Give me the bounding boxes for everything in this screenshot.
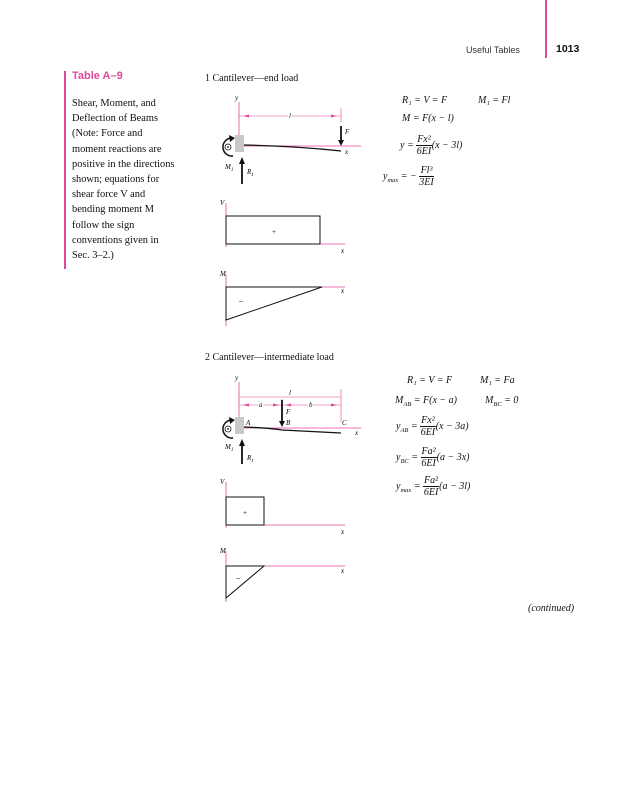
shear-axis-label: V bbox=[220, 478, 225, 486]
case2-shear-diagram bbox=[220, 478, 345, 536]
force-arrow-F bbox=[338, 140, 344, 146]
case2-beam-diagram bbox=[223, 374, 361, 464]
eq-moment-reaction: M₁ = Fa bbox=[480, 375, 515, 386]
case2-moment-diagram bbox=[219, 547, 345, 602]
eq-reaction: R₁ = V = F bbox=[402, 95, 448, 106]
caption-line: follow the sign bbox=[72, 219, 135, 231]
shear-x-label: x bbox=[341, 528, 345, 536]
case1-diagrams bbox=[195, 88, 375, 328]
header-divider bbox=[545, 0, 547, 58]
eq-deflection-BC: $y_{BC}$ = $\frac{\text{Fa²}}{6EI}$ (a − 3x) bbox=[396, 446, 470, 469]
moment-sign-minus: – bbox=[239, 296, 243, 305]
length-label-b: b bbox=[309, 401, 313, 409]
caption-line: bending moment M bbox=[72, 204, 154, 216]
case1-title: 1 Cantilever—end load bbox=[205, 73, 299, 84]
table-title: Table A–9 bbox=[72, 70, 123, 82]
caption-line: conventions given in bbox=[72, 234, 159, 246]
caption-accent-bar bbox=[64, 71, 66, 269]
moment-axis-label: M bbox=[220, 547, 226, 555]
axis-label-x: x bbox=[355, 429, 359, 437]
eq-max-deflection: $y_{max}$ = $\frac{\text{Fa²}}{6EI}$ (a − 3l) bbox=[396, 475, 471, 498]
continued-note: (continued) bbox=[528, 603, 575, 614]
eq-deflection: y = $\frac{\text{Fx²}}{6EI}$ (x − 3l) bbox=[400, 134, 463, 157]
reaction-label-R1: R bbox=[247, 168, 252, 176]
axis-label-y: y bbox=[235, 94, 239, 102]
reaction-label-R1: R bbox=[247, 454, 252, 462]
svg-text:M1: $M_1$ bbox=[225, 443, 234, 453]
caption-line: positive in the directions bbox=[72, 158, 175, 170]
case1-beam-diagram bbox=[223, 94, 361, 184]
page-number: 1013 bbox=[556, 43, 580, 55]
point-label-B: B bbox=[286, 419, 291, 427]
eq-moment: M = F(x − l) bbox=[402, 113, 454, 124]
caption-line: shear force V and bbox=[72, 189, 146, 201]
eq-moment-AB: $M_{AB} = F(x - a)$ bbox=[395, 395, 457, 408]
shear-axis-label: V bbox=[220, 199, 225, 207]
force-label-F: F bbox=[286, 408, 291, 416]
moment-triangle bbox=[226, 566, 264, 598]
fixed-support bbox=[235, 417, 244, 434]
axis-label-x: x bbox=[345, 148, 349, 156]
moment-x-label: x bbox=[341, 567, 345, 575]
running-header: Useful Tables bbox=[466, 45, 520, 55]
length-label-l: l bbox=[289, 112, 291, 120]
force-arrow-F bbox=[279, 421, 285, 427]
shear-sign-plus: + bbox=[272, 228, 276, 236]
table-caption bbox=[72, 96, 200, 263]
shear-sign-plus: + bbox=[243, 509, 247, 517]
eq-deflection-AB: $y_{AB}$ = $\frac{\text{Fx²}}{6EI}$ (x − 3a) bbox=[396, 415, 469, 438]
eq-max-deflection: $y_{max}$ = − $\frac{\text{Fl³}}{3EI}$ bbox=[383, 165, 434, 188]
eq-moment-reaction: M₁ = Fl bbox=[478, 95, 511, 106]
moment-axis-label: M bbox=[220, 270, 226, 278]
caption-line: Shear, Moment, and bbox=[72, 98, 156, 109]
caption-line: shown; equations for bbox=[72, 174, 160, 186]
force-label-F: F bbox=[345, 128, 350, 136]
caption-line: moment reactions are bbox=[72, 143, 162, 155]
length-label-l: l bbox=[289, 389, 291, 397]
case2-title: 2 Cantilever—intermediate load bbox=[205, 352, 334, 363]
caption-line: Deflection of Beams bbox=[72, 113, 158, 125]
moment-sign-minus: – bbox=[236, 573, 240, 582]
moment-x-label: x bbox=[341, 287, 345, 295]
point-label-A: A bbox=[246, 419, 251, 427]
reaction-arrow-R1 bbox=[239, 157, 245, 164]
eq-moment-BC: $M_{BC} = 0$ bbox=[485, 395, 519, 408]
fixed-support bbox=[235, 135, 244, 152]
shear-x-label: x bbox=[341, 247, 345, 255]
caption-line: (Note: Force and bbox=[72, 128, 143, 140]
svg-text:R1: $R_1$ bbox=[247, 454, 254, 464]
moment-label-M1: M bbox=[225, 443, 231, 451]
svg-text:R1: $R_1$ bbox=[247, 168, 254, 178]
caption-line: Sec. 3–2.) bbox=[72, 250, 114, 262]
case1-shear-diagram bbox=[220, 199, 345, 255]
case2-diagrams bbox=[195, 370, 375, 605]
reaction-arrow-R1 bbox=[239, 439, 245, 446]
moment-label-M1: M bbox=[225, 163, 231, 171]
svg-text:M1: $M_1$ bbox=[225, 163, 234, 173]
axis-label-y: y bbox=[235, 374, 239, 382]
point-label-C: C bbox=[342, 419, 347, 427]
length-label-a: a bbox=[259, 401, 263, 409]
case1-moment-diagram bbox=[219, 270, 345, 326]
eq-reaction: R₁ = V = F bbox=[407, 375, 453, 386]
